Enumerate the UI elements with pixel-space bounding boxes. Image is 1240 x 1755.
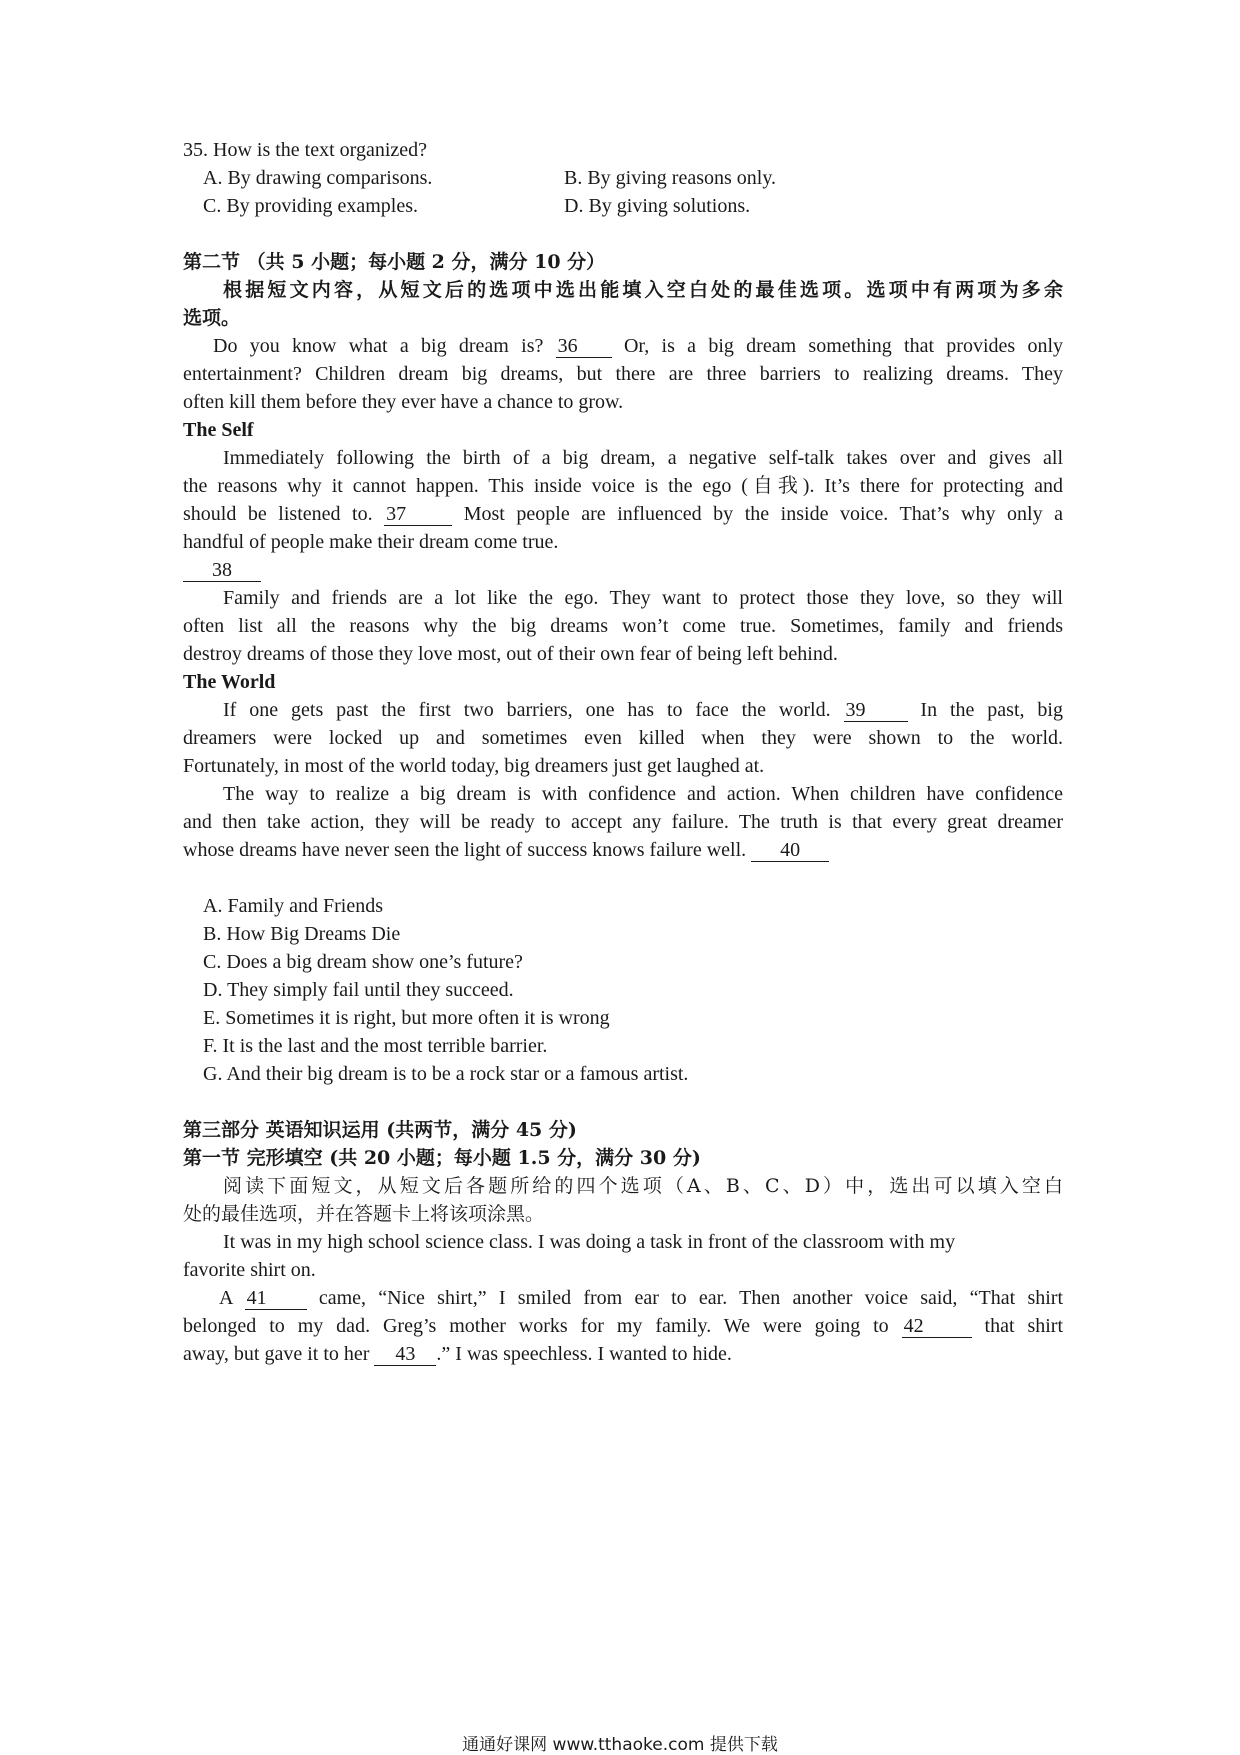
choice-e: E. Sometimes it is right, but more often it is wrong [203,1007,610,1029]
passage-line: Family and friends are a lot like the ego. They want to protect those they love, so they will [223,587,1063,609]
passage-line: dreamers were locked up and sometimes even killed when they were shown to the world. [183,727,1063,749]
passage-line: and then take action, they will be ready to accept any failure. The truth is that every great dreamer [183,811,1063,833]
section2-instruction-cont: 选项。 [183,307,241,329]
part3-instruction-cont: 处的最佳选项，并在答题卡上将该项涂黑。 [183,1203,545,1225]
passage-line: The way to realize a big dream is with confidence and action. When children have confidence [223,783,1063,805]
blank-42: 42 [902,1315,972,1338]
cloze-line: A 41 came, “Nice shirt,” I smiled from ear to ear. Then another voice said, “That shirt [219,1287,1064,1309]
passage-line: Immediately following the birth of a big dream, a negative self-talk takes over and gives all [223,447,1063,469]
blank-38: 38 [183,559,261,582]
choice-a: A. Family and Friends [203,895,383,917]
blank-40: 40 [751,839,829,862]
blank-38-heading [183,556,261,584]
blank-41: 41 [245,1287,307,1310]
cloze-line: favorite shirt on. [183,1259,316,1281]
cloze-line: away, but gave it to her 43 .” I was speechless. I wanted to hide. [183,1343,732,1365]
q35-option-d: D. By giving solutions. [564,195,751,217]
choice-c: C. Does a big dream show one’s future? [203,951,523,973]
choice-g: G. And their big dream is to be a rock star or a famous artist. [203,1063,689,1085]
blank-37: 37 [384,503,452,526]
part3-instruction: 阅读下面短文，从短文后各题所给的四个选项（A、B、C、D）中，选出可以填入空白 [223,1175,1063,1197]
q35-option-c: C. By providing examples. [203,195,418,217]
cloze-line: belonged to my dad. Greg’s mother works for my family. We were going to 42 that shirt [183,1315,1063,1337]
subheading-the-world: The World [183,671,276,693]
footer-watermark: 通通好课网 www.tthaoke.com 提供下载 [462,1735,778,1755]
q35-option-a: A. By drawing comparisons. [203,167,433,189]
passage-line: should be listened to. 37 Most people are influenced by the inside voice. That’s why only a [183,503,1063,525]
q35-option-b: B. By giving reasons only. [564,167,777,189]
q35-stem: 35. How is the text organized? [183,139,428,161]
passage-line: Fortunately, in most of the world today, big dreamers just get laughed at. [183,755,765,777]
passage-line: destroy dreams of those they love most, out of their own fear of being left behind. [183,643,838,665]
part3-heading: 第三部分 英语知识运用 (共两节，满分 45 分) [183,1119,577,1141]
passage-line: whose dreams have never seen the light of success knows failure well. 40 [183,836,829,864]
passage-line: the reasons why it cannot happen. This inside voice is the ego (自我). It’s there for protecting and [183,475,1063,497]
passage-line: often kill them before they ever have a chance to grow. [183,391,624,413]
passage-line: If one gets past the first two barriers, one has to face the world. 39 In the past, big [223,699,1063,721]
section2-heading: 第二节 （共 5 小题；每小题 2 分，满分 10 分） [183,251,606,273]
blank-36: 36 [556,335,612,358]
blank-39: 39 [844,699,908,722]
passage-line: handful of people make their dream come true. [183,531,559,553]
part3-section1-heading: 第一节 完形填空 (共 20 小题；每小题 1.5 分，满分 30 分) [183,1147,701,1169]
section2-instruction: 根据短文内容，从短文后的选项中选出能填入空白处的最佳选项。选项中有两项为多余 [223,279,1063,301]
subheading-the-self: The Self [183,419,254,441]
passage-line: entertainment? Children dream big dreams, but there are three barriers to realizing dreams. They [183,363,1063,385]
choice-f: F. It is the last and the most terrible barrier. [203,1035,548,1057]
passage-line: often list all the reasons why the big dreams won’t come true. Sometimes, family and friends [183,615,1063,637]
blank-43: 43 [374,1343,436,1366]
choice-d: D. They simply fail until they succeed. [203,979,514,1001]
choice-b: B. How Big Dreams Die [203,923,401,945]
passage-line: Do you know what a big dream is? 36 Or, is a big dream something that provides only [213,335,1064,357]
cloze-line: It was in my high school science class. I was doing a task in front of the classroom with my [223,1231,956,1253]
